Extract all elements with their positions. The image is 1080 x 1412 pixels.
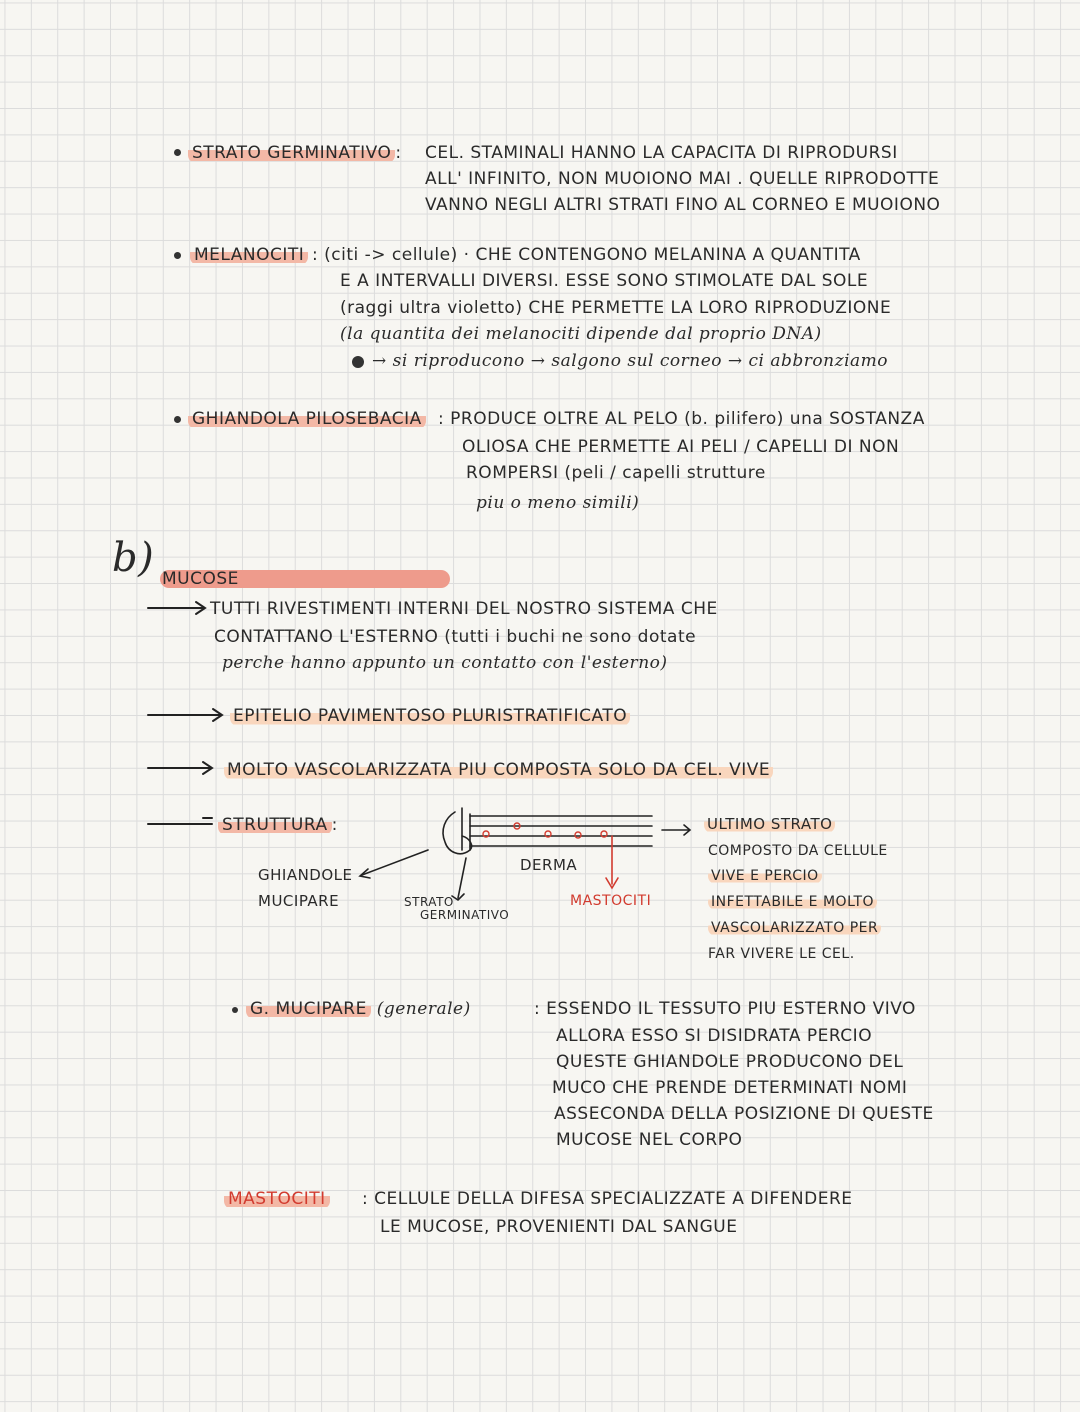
mucose-line-3: perche hanno appunto un contatto con l'esterno)	[222, 653, 668, 673]
mucipare-line-1: : ESSENDO IL TESSUTO PIU ESTERNO VIVO	[534, 999, 916, 1019]
diagram-side-line-6: FAR VIVERE LE CEL.	[708, 946, 855, 962]
diagram-side-line-1	[704, 813, 835, 835]
mucipare-line-6: MUCOSE NEL CORPO	[556, 1130, 743, 1150]
ghiandola-line-3: ROMPERSI (peli / capelli strutture	[466, 463, 766, 483]
mucipare-line-2: ALLORA ESSO SI DISIDRATA PERCIO	[556, 1026, 873, 1046]
mucose-line-2: CONTATTANO L'ESTERNO (tutti i buchi ne sono dotate	[214, 627, 697, 647]
ghiandola-line-2: OLIOSA CHE PERMETTE AI PELI / CAPELLI DI NON	[462, 437, 900, 457]
bullet	[232, 1007, 238, 1013]
diagram-label-strato-2: GERMINATIVO	[420, 908, 510, 922]
mucose-title: MUCOSE	[162, 569, 239, 589]
diagram-side-line-3	[708, 865, 822, 887]
epitelio-highlight: EPITELIO PAVIMENTOSO PLURISTRATIFICATO	[230, 706, 630, 726]
colon: :	[331, 815, 338, 835]
mucipare-term	[246, 998, 471, 1020]
diagram-side-line-5	[708, 917, 881, 939]
term-note: (generale)	[376, 999, 471, 1019]
section-letter: b)	[112, 535, 155, 581]
term-highlight: G. MUCIPARE	[246, 999, 371, 1019]
diagram-label-mastociti: MASTOCITI	[570, 893, 652, 909]
diagram-label-strato-1: STRATO	[404, 895, 454, 909]
diagram-side-line-2: COMPOSTO DA CELLULE	[708, 843, 888, 859]
melanociti-line-3: (raggi ultra violetto) CHE PERMETTE LA LORO RIPRODUZIONE	[340, 298, 892, 318]
melanociti-line-1: : (citi -> cellule) · CHE CONTENGONO MELANINA A QUANTITA	[312, 245, 861, 265]
side-highlight: VASCOLARIZZATO PER	[708, 920, 881, 936]
melanociti-line-5: → si riproducono → salgono sul corneo → ci abbronziamo	[372, 351, 888, 371]
term-highlight: STRATO GERMINATIVO	[188, 143, 395, 163]
diagram-label-ghiandole-2: MUCIPARE	[258, 892, 340, 910]
mucipare-line-4: MUCO CHE PRENDE DETERMINATI NOMI	[552, 1078, 908, 1098]
term-highlight: GHIANDOLA PILOSEBACIA	[188, 409, 426, 429]
side-highlight: INFETTABILE E MOLTO	[708, 894, 877, 910]
diagram-label-derma: DERMA	[520, 856, 578, 874]
diagram-label-ghiandole-1: GHIANDOLE	[258, 866, 353, 884]
struttura-highlight: STRUTTURA	[218, 815, 332, 835]
side-highlight: ULTIMO STRATO	[704, 815, 835, 833]
mucipare-line-5: ASSECONDA DELLA POSIZIONE DI QUESTE	[554, 1104, 934, 1124]
mucipare-line-3: QUESTE GHIANDOLE PRODUCONO DEL	[556, 1052, 904, 1072]
germinativo-line-3: VANNO NEGLI ALTRI STRATI FINO AL CORNEO E MUOIONO	[425, 195, 941, 215]
colon: :	[395, 143, 402, 163]
melanociti-line-2: E A INTERVALLI DIVERSI. ESSE SONO STIMOLATE DAL SOLE	[340, 271, 869, 291]
term-highlight: MASTOCITI	[224, 1189, 330, 1209]
mucose-line-1: TUTTI RIVESTIMENTI INTERNI DEL NOSTRO SISTEMA CHE	[210, 599, 718, 619]
melanociti-line-4: (la quantita dei melanociti dipende dal proprio DNA)	[340, 324, 822, 344]
ghiandola-line-1: : PRODUCE OLTRE AL PELO (b. pilifero) una SOSTANZA	[438, 409, 925, 429]
mastociti-line-1: : CELLULE DELLA DIFESA SPECIALIZZATE A DIFENDERE	[362, 1189, 853, 1209]
mastociti-term	[224, 1188, 330, 1210]
germinativo-line-2: ALL' INFINITO, NON MUOIONO MAI . QUELLE RIPRODOTTE	[425, 169, 940, 189]
germinativo-line-1: CEL. STAMINALI HANNO LA CAPACITA DI RIPRODURSI	[425, 143, 898, 163]
diagram-side-line-4	[708, 891, 877, 913]
side-highlight: VIVE E PERCIO	[708, 868, 822, 884]
term-highlight: MELANOCITI	[190, 245, 308, 265]
ghiandola-line-4: piu o meno simili)	[476, 493, 640, 513]
mastociti-line-2: LE MUCOSE, PROVENIENTI DAL SANGUE	[380, 1217, 738, 1237]
vascolarizzata-highlight: MOLTO VASCOLARIZZATA PIU COMPOSTA SOLO DA CEL. VIVE	[224, 760, 773, 780]
